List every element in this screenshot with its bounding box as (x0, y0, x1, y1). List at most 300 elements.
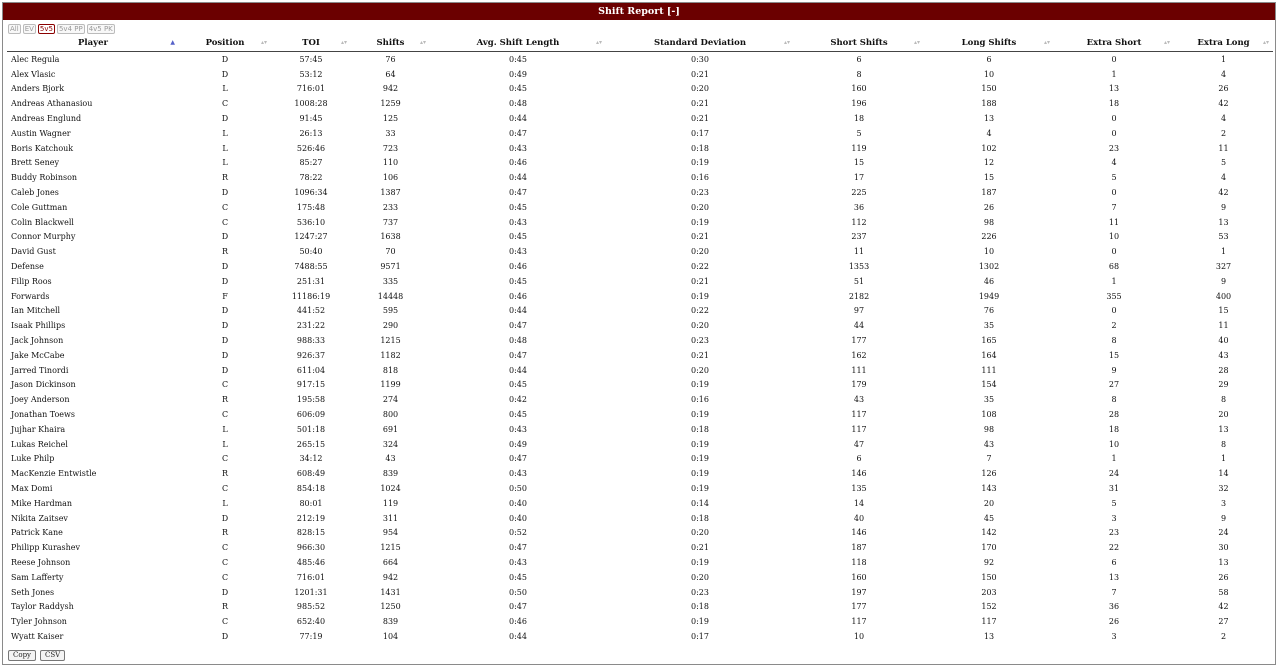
cell-toi: 251:31 (296, 276, 326, 286)
column-header-label: Standard Deviation (653, 38, 747, 48)
cell-toi: 536:10 (296, 217, 326, 227)
cell-avg-shift-length: 0:47 (509, 543, 527, 553)
filter-5v5[interactable]: 5v5 (39, 25, 53, 33)
cell-toi: 608:49 (296, 469, 326, 479)
cell-extra-long: 40 (1218, 336, 1229, 346)
cell-long-shifts: 92 (983, 557, 995, 567)
cell-short-shifts: 8 (856, 69, 862, 79)
cell-standard-deviation: 0:16 (691, 395, 709, 405)
column-header-long-shifts[interactable] (924, 35, 1054, 52)
cell-long-shifts: 143 (981, 484, 997, 493)
cell-position: D (221, 631, 229, 641)
cell-shifts: 800 (382, 410, 399, 420)
table-row (7, 437, 1273, 452)
cell-extra-long: 13 (1218, 424, 1229, 434)
column-header-player[interactable] (7, 35, 179, 52)
cell-standard-deviation: 0:20 (691, 528, 709, 538)
cell-standard-deviation: 0:30 (691, 54, 709, 64)
cell-shifts: 1431 (380, 587, 401, 597)
cell-shifts: 723 (382, 143, 399, 153)
cell-extra-short: 1 (1111, 276, 1117, 286)
cell-avg-shift-length: 0:50 (509, 587, 527, 597)
cell-extra-short: 1 (1111, 454, 1117, 464)
cell-player: Andreas Englund (11, 114, 82, 124)
cell-shifts: 106 (382, 173, 399, 183)
table-row (7, 215, 1273, 230)
cell-avg-shift-length: 0:48 (509, 99, 527, 109)
cell-extra-short: 18 (1108, 424, 1120, 434)
cell-long-shifts: 45 (983, 513, 995, 523)
table-row (7, 126, 1273, 141)
cell-standard-deviation: 0:21 (691, 276, 709, 286)
cell-long-shifts: 165 (981, 336, 997, 346)
cell-long-shifts: 10 (983, 247, 995, 257)
cell-short-shifts: 40 (853, 513, 865, 523)
cell-extra-short: 10 (1108, 439, 1120, 449)
cell-standard-deviation: 0:21 (691, 114, 709, 124)
table-row (7, 111, 1273, 126)
cell-extra-short: 31 (1108, 484, 1120, 493)
cell-extra-long: 24 (1218, 528, 1229, 538)
cell-avg-shift-length: 0:44 (509, 365, 527, 375)
cell-extra-long: 2 (1220, 631, 1227, 641)
cell-long-shifts: 117 (981, 617, 997, 627)
cell-short-shifts: 5 (856, 128, 862, 138)
cell-player: Austin Wagner (11, 128, 71, 138)
cell-shifts: 1259 (380, 99, 401, 109)
table-row (7, 170, 1273, 185)
table-row (7, 274, 1273, 289)
table-row (7, 452, 1273, 467)
cell-long-shifts: 150 (981, 84, 997, 94)
cell-extra-long: 11 (1218, 321, 1229, 331)
cell-extra-short: 9 (1111, 365, 1117, 375)
sort-icon: ▴▾ (1262, 39, 1269, 46)
cell-position: C (221, 99, 229, 109)
filter-5v4-pp[interactable]: 5v4 PP (58, 25, 83, 33)
cell-extra-short: 23 (1108, 528, 1120, 538)
column-header-label: Short Shifts (830, 38, 888, 48)
cell-extra-short: 0 (1111, 114, 1117, 124)
cell-player: Forwards (11, 291, 50, 301)
cell-position: C (221, 617, 229, 627)
cell-toi: 828:15 (296, 528, 326, 538)
cell-short-shifts: 14 (853, 498, 865, 508)
cell-toi: 26:13 (299, 128, 323, 138)
cell-short-shifts: 162 (851, 350, 867, 360)
cell-extra-short: 3 (1111, 631, 1117, 641)
cell-player: Nikita Zaitsev (11, 513, 68, 523)
cell-avg-shift-length: 0:43 (509, 217, 527, 227)
cell-avg-shift-length: 0:40 (509, 498, 527, 508)
table-row (7, 422, 1273, 437)
cell-long-shifts: 35 (983, 321, 995, 331)
cell-player: Ian Mitchell (11, 306, 61, 316)
cell-player: Cole Guttman (11, 202, 68, 212)
cell-avg-shift-length: 0:43 (509, 424, 527, 434)
cell-toi: 716:01 (296, 84, 326, 94)
cell-long-shifts: 188 (981, 99, 997, 109)
sort-icon: ▴▾ (1163, 39, 1170, 46)
cell-player: Alec Regula (11, 54, 60, 64)
cell-extra-short: 18 (1108, 99, 1120, 109)
column-header-label: Avg. Shift Length (476, 38, 560, 48)
cell-toi: 77:19 (299, 631, 323, 641)
cell-long-shifts: 12 (983, 158, 995, 168)
cell-extra-long: 8 (1220, 395, 1227, 405)
cell-standard-deviation: 0:21 (691, 543, 709, 553)
cell-extra-short: 1 (1111, 69, 1117, 79)
cell-toi: 265:15 (296, 439, 326, 449)
cell-standard-deviation: 0:20 (691, 365, 709, 375)
cell-position: L (222, 143, 228, 153)
cell-short-shifts: 43 (853, 395, 865, 405)
cell-toi: 611:04 (296, 365, 326, 375)
cell-long-shifts: 6 (986, 54, 992, 64)
cell-avg-shift-length: 0:43 (509, 143, 527, 153)
cell-toi: 485:46 (296, 557, 326, 567)
cell-toi: 91:45 (299, 114, 323, 124)
cell-position: C (221, 380, 229, 390)
cell-avg-shift-length: 0:46 (509, 291, 527, 301)
cell-long-shifts: 20 (983, 498, 995, 508)
cell-player: MacKenzie Entwistle (11, 469, 97, 479)
column-header-standard-deviation[interactable] (606, 35, 794, 52)
cell-player: Alex Vlasic (11, 69, 56, 79)
table-row (7, 407, 1273, 422)
cell-long-shifts: 35 (983, 395, 995, 405)
cell-toi: 85:27 (299, 158, 323, 168)
cell-extra-long: 20 (1218, 410, 1229, 420)
cell-standard-deviation: 0:22 (691, 262, 709, 272)
cell-extra-long: 3 (1220, 498, 1227, 508)
cell-short-shifts: 177 (851, 336, 867, 346)
table-row (7, 185, 1273, 200)
cell-toi: 1247:27 (294, 232, 328, 242)
cell-player: Tyler Johnson (11, 617, 67, 627)
cell-standard-deviation: 0:20 (691, 321, 709, 331)
cell-avg-shift-length: 0:49 (509, 439, 527, 449)
table-row (7, 614, 1273, 629)
cell-long-shifts: 142 (981, 528, 997, 538)
cell-short-shifts: 237 (851, 232, 867, 242)
cell-extra-long: 26 (1218, 572, 1229, 582)
cell-extra-short: 8 (1111, 336, 1117, 346)
column-header-shifts[interactable] (351, 35, 430, 52)
table-row (7, 141, 1273, 156)
cell-shifts: 1638 (380, 232, 401, 242)
cell-avg-shift-length: 0:45 (509, 410, 527, 420)
cell-short-shifts: 18 (853, 114, 865, 124)
cell-position: C (221, 484, 229, 493)
cell-extra-short: 36 (1108, 602, 1120, 612)
column-header-label: Shifts (376, 38, 405, 48)
cell-standard-deviation: 0:21 (691, 232, 709, 242)
cell-position: R (221, 528, 229, 538)
cell-player: Joey Anderson (11, 395, 70, 405)
cell-extra-long: 14 (1218, 469, 1229, 479)
cell-avg-shift-length: 0:46 (509, 158, 527, 168)
cell-extra-short: 13 (1108, 84, 1120, 94)
cell-extra-long: 42 (1218, 99, 1229, 109)
cell-player: Jujhar Khaira (11, 424, 66, 434)
cell-short-shifts: 117 (851, 410, 867, 420)
table-row (7, 259, 1273, 274)
column-header-label: Player (78, 38, 108, 48)
column-header-position[interactable] (179, 35, 271, 52)
sort-icon: ▴▾ (419, 39, 426, 46)
cell-avg-shift-length: 0:46 (509, 617, 527, 627)
cell-extra-short: 23 (1108, 143, 1120, 153)
cell-toi: 11186:19 (291, 291, 331, 301)
cell-extra-short: 13 (1108, 572, 1120, 582)
cell-standard-deviation: 0:18 (691, 602, 709, 612)
table-row (7, 304, 1273, 319)
filter-all[interactable]: All (10, 25, 19, 33)
cell-player: Max Domi (11, 484, 53, 493)
cell-extra-long: 13 (1218, 557, 1229, 567)
column-header-label: Long Shifts (961, 38, 1017, 48)
cell-avg-shift-length: 0:44 (509, 173, 527, 183)
cell-position: C (221, 202, 229, 212)
situation-filters (8, 24, 115, 34)
cell-standard-deviation: 0:22 (691, 306, 709, 316)
cell-extra-long: 42 (1218, 602, 1229, 612)
table-row (7, 392, 1273, 407)
cell-position: C (221, 217, 229, 227)
cell-short-shifts: 119 (851, 143, 867, 153)
cell-position: R (221, 469, 229, 479)
cell-extra-long: 32 (1218, 484, 1229, 493)
cell-short-shifts: 117 (851, 424, 867, 434)
cell-extra-long: 58 (1218, 587, 1229, 597)
cell-short-shifts: 179 (851, 380, 867, 390)
cell-shifts: 691 (382, 424, 399, 434)
cell-shifts: 33 (385, 128, 396, 138)
cell-long-shifts: 187 (981, 188, 997, 198)
cell-position: L (222, 439, 228, 449)
column-header-extra-long[interactable] (1174, 35, 1273, 52)
cell-shifts: 942 (382, 572, 399, 582)
cell-toi: 231:22 (296, 321, 326, 331)
cell-position: L (222, 128, 228, 138)
csv-button[interactable]: CSV (40, 650, 65, 661)
cell-extra-short: 4 (1111, 158, 1117, 168)
cell-standard-deviation: 0:20 (691, 572, 709, 582)
cell-short-shifts: 1353 (848, 262, 870, 272)
cell-shifts: 324 (382, 439, 399, 449)
cell-standard-deviation: 0:19 (691, 454, 709, 464)
cell-position: D (221, 306, 229, 316)
cell-avg-shift-length: 0:43 (509, 557, 527, 567)
cell-long-shifts: 126 (981, 469, 997, 479)
cell-long-shifts: 1302 (978, 262, 1000, 272)
cell-position: C (221, 410, 229, 420)
cell-standard-deviation: 0:17 (691, 128, 709, 138)
cell-long-shifts: 98 (983, 424, 995, 434)
cell-player: Colin Blackwell (11, 217, 74, 227)
cell-extra-short: 0 (1111, 54, 1117, 64)
column-header-toi[interactable] (271, 35, 351, 52)
cell-standard-deviation: 0:19 (691, 380, 709, 390)
cell-extra-long: 5 (1220, 158, 1227, 168)
filter-4v5-pk[interactable]: 4v5 PK (88, 25, 113, 33)
cell-position: D (221, 54, 229, 64)
cell-toi: 78:22 (299, 173, 323, 183)
cell-shifts: 76 (385, 54, 396, 64)
column-header-short-shifts[interactable] (794, 35, 924, 52)
cell-standard-deviation: 0:19 (691, 410, 709, 420)
cell-avg-shift-length: 0:45 (509, 232, 527, 242)
column-header-extra-short[interactable] (1054, 35, 1174, 52)
table-row (7, 156, 1273, 171)
cell-long-shifts: 154 (981, 380, 997, 390)
cell-standard-deviation: 0:20 (691, 84, 709, 94)
cell-shifts: 818 (382, 365, 399, 375)
filter-ev[interactable]: EV (24, 25, 34, 33)
cell-long-shifts: 102 (981, 143, 997, 153)
cell-standard-deviation: 0:23 (691, 336, 709, 346)
cell-player: Caleb Jones (11, 188, 59, 198)
cell-short-shifts: 225 (851, 188, 867, 198)
cell-extra-long: 43 (1218, 350, 1229, 360)
table-row (7, 363, 1273, 378)
cell-short-shifts: 118 (851, 557, 867, 567)
column-header-avg-shift-length[interactable] (430, 35, 606, 52)
cell-extra-long: 4 (1220, 173, 1227, 183)
cell-shifts: 119 (382, 498, 399, 508)
cell-long-shifts: 7 (986, 454, 992, 464)
cell-position: D (221, 336, 229, 346)
cell-standard-deviation: 0:19 (691, 617, 709, 627)
cell-standard-deviation: 0:14 (691, 498, 709, 508)
cell-position: R (221, 395, 229, 405)
sort-icon: ▴▾ (913, 39, 920, 46)
cell-extra-long: 13 (1218, 217, 1229, 227)
cell-extra-long: 11 (1218, 143, 1229, 153)
cell-long-shifts: 76 (983, 306, 995, 316)
cell-extra-short: 26 (1108, 617, 1120, 627)
cell-extra-long: 9 (1220, 513, 1227, 523)
cell-position: R (221, 173, 229, 183)
cell-avg-shift-length: 0:49 (509, 69, 527, 79)
cell-shifts: 839 (382, 469, 399, 479)
cell-long-shifts: 46 (983, 276, 995, 286)
cell-standard-deviation: 0:20 (691, 247, 709, 257)
cell-position: D (221, 513, 229, 523)
table-row (7, 540, 1273, 555)
cell-extra-long: 2 (1220, 128, 1227, 138)
cell-standard-deviation: 0:18 (691, 513, 709, 523)
cell-toi: 988:33 (296, 336, 326, 346)
cell-toi: 926:37 (296, 350, 326, 360)
cell-avg-shift-length: 0:47 (509, 454, 527, 464)
cell-shifts: 954 (382, 528, 399, 538)
cell-position: D (221, 321, 229, 331)
cell-long-shifts: 1949 (978, 291, 1000, 301)
cell-shifts: 110 (382, 158, 399, 168)
table-row (7, 599, 1273, 614)
cell-extra-long: 400 (1215, 291, 1232, 301)
cell-player: Buddy Robinson (11, 173, 78, 183)
cell-position: D (221, 69, 229, 79)
cell-shifts: 595 (382, 306, 399, 316)
cell-extra-short: 7 (1111, 202, 1117, 212)
cell-standard-deviation: 0:19 (691, 158, 709, 168)
cell-extra-short: 15 (1108, 350, 1120, 360)
cell-extra-long: 26 (1218, 84, 1229, 94)
cell-shifts: 43 (385, 454, 396, 464)
cell-player: Jake McCabe (11, 350, 65, 360)
cell-avg-shift-length: 0:40 (509, 513, 527, 523)
cell-short-shifts: 10 (853, 631, 865, 641)
cell-avg-shift-length: 0:45 (509, 380, 527, 390)
cell-toi: 652:40 (296, 617, 326, 627)
cell-extra-short: 11 (1108, 217, 1120, 227)
cell-short-shifts: 117 (851, 617, 867, 627)
cell-extra-short: 0 (1111, 306, 1117, 316)
shift-report-panel (2, 2, 1276, 665)
table-row (7, 585, 1273, 600)
cell-short-shifts: 146 (851, 528, 867, 538)
copy-button[interactable]: Copy (8, 650, 36, 661)
cell-player: Brett Seney (11, 158, 60, 168)
cell-shifts: 839 (382, 617, 399, 627)
table-row (7, 230, 1273, 245)
cell-short-shifts: 17 (853, 173, 865, 183)
cell-avg-shift-length: 0:45 (509, 572, 527, 582)
cell-player: Taylor Raddysh (11, 602, 74, 612)
cell-long-shifts: 164 (981, 350, 997, 360)
cell-player: Jonathan Toews (11, 410, 75, 420)
cell-shifts: 125 (382, 114, 399, 124)
cell-avg-shift-length: 0:47 (509, 128, 527, 138)
cell-shifts: 311 (382, 513, 399, 523)
cell-standard-deviation: 0:19 (691, 439, 709, 449)
cell-standard-deviation: 0:23 (691, 587, 709, 597)
cell-position: F (222, 291, 228, 301)
cell-extra-short: 10 (1108, 232, 1120, 242)
cell-standard-deviation: 0:19 (691, 217, 709, 227)
sort-ascending-icon: ▲ (170, 39, 175, 46)
cell-long-shifts: 111 (981, 365, 997, 375)
cell-shifts: 737 (382, 217, 399, 227)
cell-avg-shift-length: 0:44 (509, 631, 527, 641)
cell-long-shifts: 108 (981, 410, 997, 420)
cell-avg-shift-length: 0:45 (509, 276, 527, 286)
cell-extra-long: 53 (1218, 232, 1229, 242)
column-header-label: Extra Long (1197, 38, 1250, 48)
cell-short-shifts: 36 (853, 202, 865, 212)
cell-long-shifts: 15 (983, 173, 995, 183)
cell-short-shifts: 135 (851, 484, 867, 493)
report-title[interactable]: Shift Report [-] (3, 3, 1275, 20)
cell-position: D (221, 276, 229, 286)
cell-toi: 50:40 (299, 247, 323, 257)
cell-shifts: 70 (385, 247, 396, 257)
cell-player: Jason Dickinson (11, 380, 76, 390)
cell-shifts: 64 (385, 69, 396, 79)
sort-icon: ▴▾ (595, 39, 602, 46)
cell-standard-deviation: 0:19 (691, 484, 709, 493)
cell-position: D (221, 262, 229, 272)
cell-extra-short: 5 (1111, 498, 1117, 508)
table-row (7, 378, 1273, 393)
cell-toi: 80:01 (299, 498, 323, 508)
cell-extra-short: 0 (1111, 128, 1117, 138)
cell-extra-short: 2 (1111, 321, 1117, 331)
cell-player: Philipp Kurashev (11, 543, 81, 553)
